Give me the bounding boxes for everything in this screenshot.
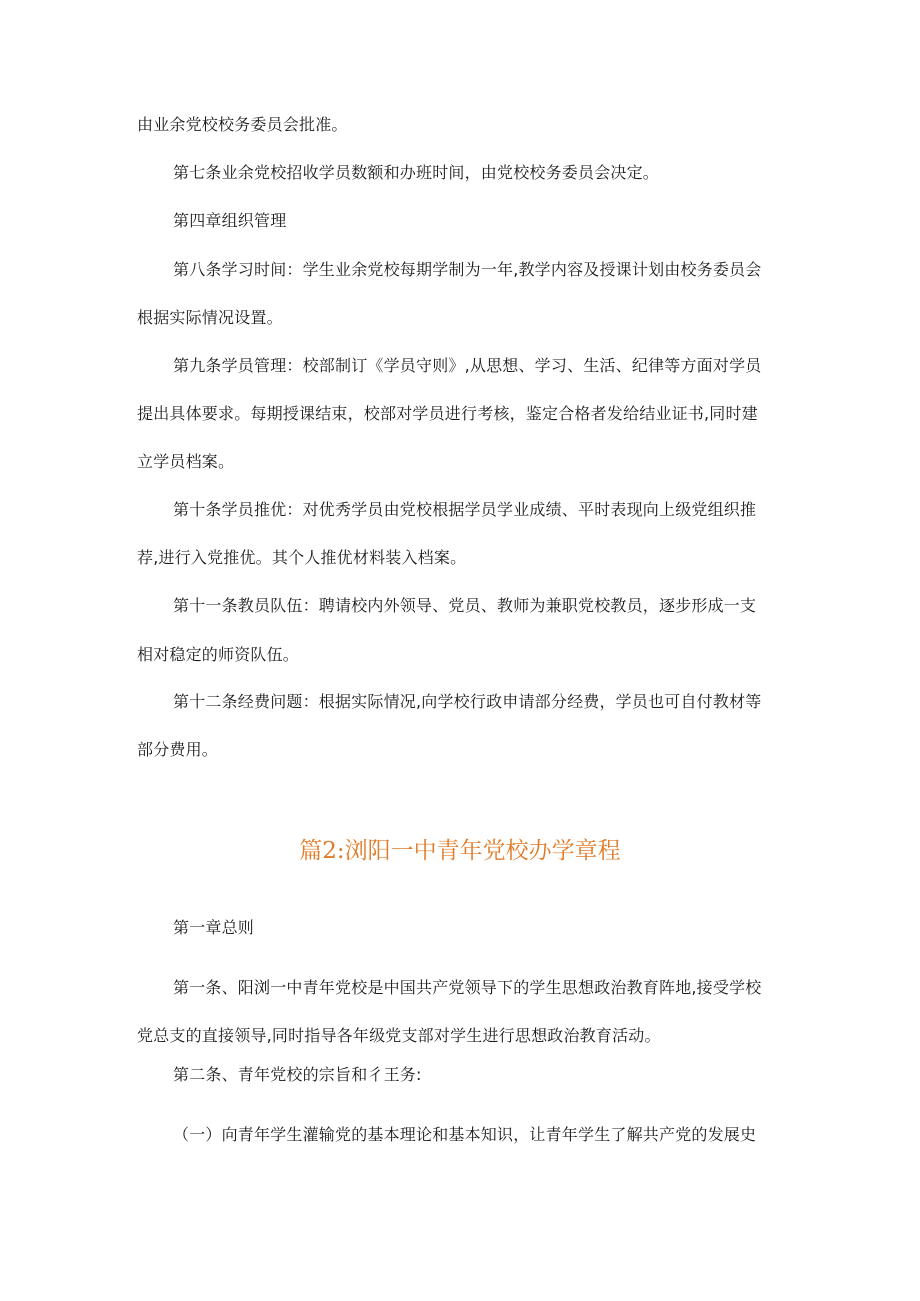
list-item: （一）向青年学生灌输党的基本理论和基本知识，让青年学生了解共产党的发展史	[173, 1125, 757, 1144]
section-title: 篇2:浏阳一中青年党校办学章程	[299, 838, 621, 864]
chapter-heading: 第一章总则	[173, 918, 255, 937]
paragraph-article-7: 第七条业余党校招收学员数额和办班时间，由党校校务委员会决定。	[173, 163, 660, 182]
text-line: 根据实际情况设置。	[137, 308, 283, 327]
text-line: 荐,进行入党推优。其个人推优材料装入档案。	[137, 548, 467, 567]
paragraph-article-10: 第十条学员推优：对优秀学员由党校根据学员学业成绩、平时表现向上级党组织推	[173, 500, 757, 519]
paragraph-article-12: 第十二条经费问题：根据实际情况,向学校行政申请部分经费，学员也可自付教材等	[173, 692, 762, 711]
text-line: 相对稳定的师资队伍。	[137, 645, 300, 664]
text-line: 由业余党校校务委员会批准。	[137, 115, 348, 134]
text-line: 提出具体要求。每期授课结束，校部对学员进行考核，鉴定合格者发给结业证书,同时建	[137, 404, 758, 423]
paragraph-article-9: 第九条学员管理：校部制订《学员守则》,从思想、学习、生活、纪律等方面对学员	[173, 356, 762, 375]
text-line: 立学员档案。	[137, 452, 235, 471]
paragraph-article-8: 第八条学习时间：学生业余党校每期学制为一年,教学内容及授课计划由校务委员会	[173, 260, 762, 279]
text-line: 党总支的直接领导,同时指导各年级党支部对学生进行思想政治教育活动。	[137, 1026, 661, 1045]
paragraph-article-1: 第一条、阳浏一中青年党校是中国共产党领导下的学生思想政治教育阵地,接受学校	[173, 978, 762, 997]
text-line: 部分费用。	[137, 740, 219, 759]
paragraph-article-11: 第十一条教员队伍：聘请校内外领导、党员、教师为兼职党校教员，逐步形成一支	[173, 596, 757, 615]
paragraph-article-2: 第二条、青年党校的宗旨和彳王务:	[173, 1065, 422, 1084]
chapter-heading: 第四章组织管理	[173, 211, 287, 230]
